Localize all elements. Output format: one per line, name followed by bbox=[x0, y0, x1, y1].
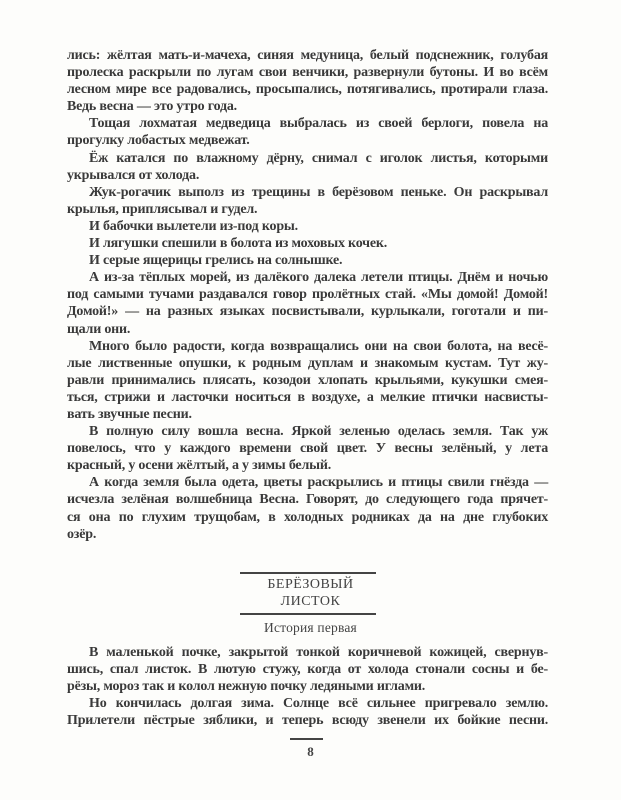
title-rule-top bbox=[240, 572, 376, 574]
text-line: Много было радости, когда возвращались они на свои болота, на весё- bbox=[89, 338, 548, 354]
text-line: ться, стрижи и ласточки носиться в воздухе, а мелкие птички насвисты- bbox=[67, 389, 548, 405]
text-line: лые лиственные опушки, к родным дуплам и знакомым кустам. Тут жу- bbox=[67, 355, 548, 371]
text-line: ся она по глухим трущобам, в холодных родниках да на дне глубоких bbox=[67, 509, 548, 525]
text-line: лись: жёлтая мать-и-мачеха, синяя медуница, белый подснежник, голубая bbox=[67, 48, 548, 63]
text-line: Ведь весна — это утро года. bbox=[67, 99, 237, 115]
text-line: Тощая лохматая медведица выбралась из своей берлоги, повела на bbox=[89, 116, 548, 132]
text-line: озёр. bbox=[67, 526, 97, 542]
chapter-subtitle: История первая bbox=[264, 620, 357, 635]
text-line: Домой!» — на разных языках посвистывали, курлыкали, гоготали и пи- bbox=[67, 304, 548, 320]
page-number: 8 bbox=[307, 744, 314, 759]
text-line: щали они. bbox=[67, 321, 131, 337]
text-line: равли принимались плясать, козодои хлопать крыльями, кукушки смея- bbox=[67, 372, 548, 388]
text-line: В маленькой почке, закрытой тонкой коричневой кожицей, свернув- bbox=[89, 645, 548, 660]
chapter-title-line1: БЕРЁЗОВЫЙ bbox=[267, 577, 354, 592]
text-line: В полную силу вошла весна. Яркой зеленью оделась земля. Так уж bbox=[89, 424, 548, 440]
text-line: рёзы, мороз так и колол нежную почку ледяными иглами. bbox=[67, 679, 426, 695]
text-line: красный, у осени жёлтый, а у зимы белый. bbox=[67, 458, 331, 474]
text-line: укрывался от холода. bbox=[67, 167, 200, 183]
text-line: прогулку лобастых медвежат. bbox=[67, 133, 250, 149]
text-line: повелось, что у каждого времени свой цвет. У весны зелёный, у лета bbox=[67, 441, 548, 457]
text-line: Жук-рогачик выполз из трещины в берёзовом пеньке. Он раскрывал bbox=[89, 184, 548, 200]
text-line: вать звучные песни. bbox=[67, 406, 192, 422]
page-number-rule bbox=[290, 738, 323, 740]
text-line: пролеска раскрыли по лугам свои венчики, развернули бутоны. И во всём bbox=[67, 65, 548, 81]
title-rule-bottom bbox=[240, 613, 376, 615]
text-line: Прилетели пёстрые зяблики, и теперь всюду звенели их бойкие песни. bbox=[67, 713, 548, 729]
text-line: крылья, приплясывал и гудел. bbox=[67, 201, 258, 217]
text-line: Ёж катался по влажному дёрну, снимал с иголок листья, которыми bbox=[89, 150, 548, 166]
text-line: И бабочки вылетели из-под коры. bbox=[89, 218, 298, 234]
chapter-title-line2: ЛИСТОК bbox=[280, 594, 341, 609]
text-line: под самыми тучами раздавался говор пролётных стай. «Мы домой! Домой! bbox=[67, 287, 548, 303]
text-line: Но кончилась долгая зима. Солнце всё сильнее пригревало землю. bbox=[89, 696, 548, 712]
text-line: И серые ящерицы грелись на солнышке. bbox=[89, 253, 343, 269]
text-line: шись, спал листок. В лютую стужу, когда от холода стонали сосны и бе- bbox=[67, 662, 548, 678]
text-line: И лягушки спешили в болота из моховых кочек. bbox=[89, 236, 388, 252]
text-line: исчезла зелёная волшебница Весна. Говорят, до следующего года прячет- bbox=[67, 492, 548, 508]
text-line: лесном мире все радовались, просыпались, потягивались, протирали глаза. bbox=[67, 82, 548, 98]
text-line: А из-за тёплых морей, из далёкого далека летели птицы. Днём и ночью bbox=[89, 270, 548, 286]
text-line: А когда земля была одета, цветы раскрылись и птицы свили гнёзда — bbox=[89, 475, 548, 491]
body-text-story bbox=[67, 644, 548, 729]
body-text-top bbox=[67, 47, 548, 543]
